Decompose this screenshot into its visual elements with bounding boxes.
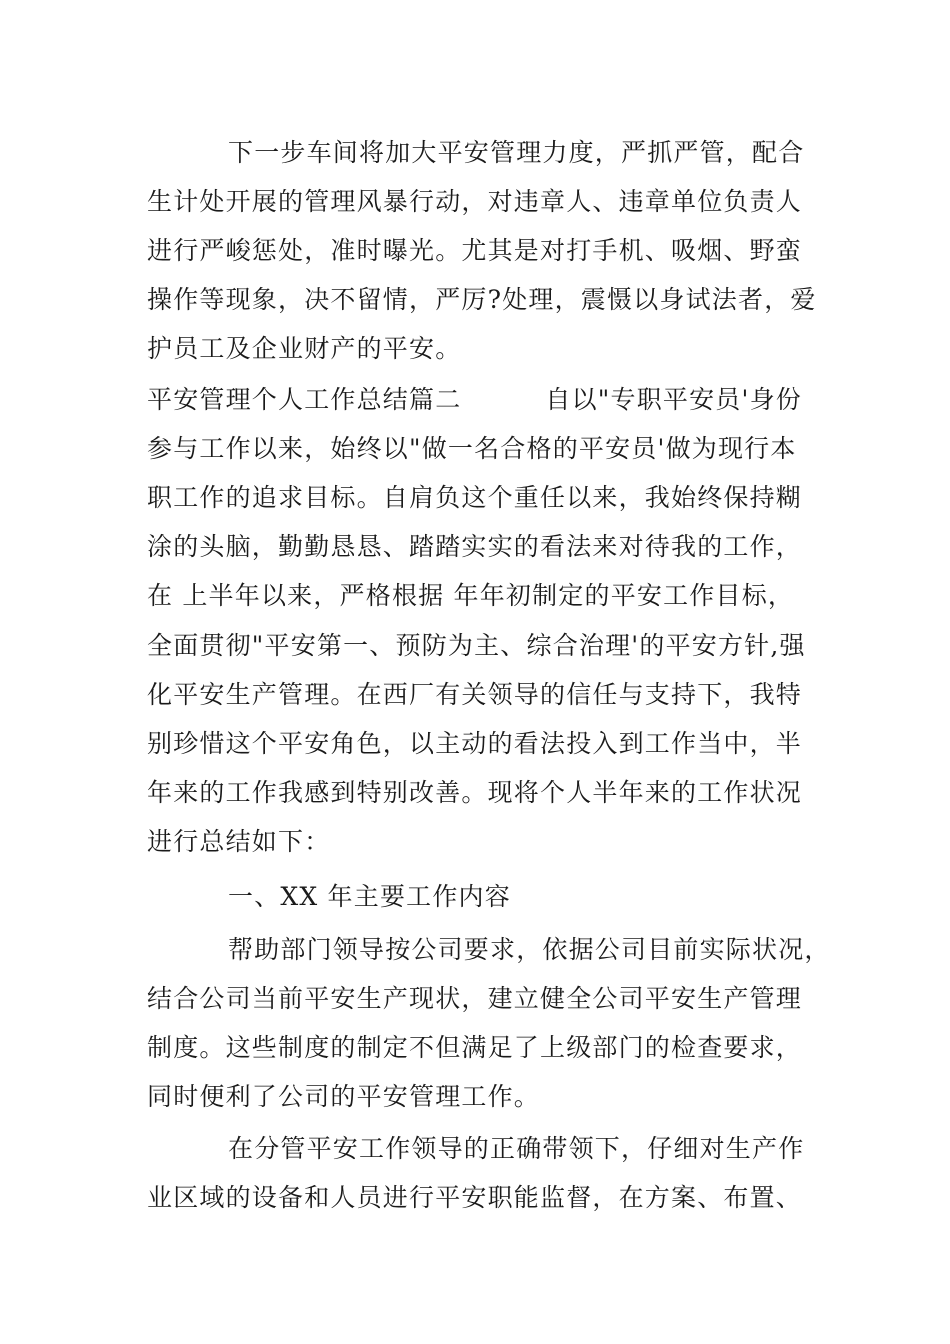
text-line: 操作等现象，决不留情，严厉?处理，震慑以身试法者，爱 [147,285,817,314]
text-line: 业区域的设备和人员进行平安职能监督，在方案、布置、 [147,1183,803,1212]
text-line: 涂的头脑，勤勤恳恳、踏踏实实的看法来对待我的工作， [147,532,803,561]
text-line: 在 上半年以来，严格根据 年年初制定的平安工作目标， [147,581,795,610]
text-line: 进行严峻惩处，准时曝光。尤其是对打手机、吸烟、野蛮 [147,236,803,265]
text-line: 别珍惜这个平安角色，以主动的看法投入到工作当中，半 [147,729,803,758]
text-line: 帮助部门领导按公司要求，依据公司目前实际状况， [228,935,831,964]
section-intro-text: 自以"专职平安员'身份 [545,385,802,414]
text-line: 参与工作以来，始终以"做一名合格的平安员'做为现行本 [147,434,797,463]
text-line: 职工作的追求目标。自肩负这个重任以来，我始终保持糊 [147,483,803,512]
text-line: 化平安生产管理。在西厂有关领导的信任与支持下，我特 [147,680,803,709]
text-line: 进行总结如下： [147,827,331,856]
text-line: 同时便利了公司的平安管理工作。 [147,1082,541,1111]
text-line: 在分管平安工作领导的正确带领下，仔细对生产作 [228,1134,805,1163]
section-heading-line [147,380,802,420]
text-line: 下一步车间将加大平安管理力度，严抓严管，配合 [228,138,805,167]
text-line: 结合公司当前平安生产现状，建立健全公司平安生产管理 [147,984,803,1013]
section-title: 平安管理个人工作总结篇二 [147,385,462,414]
subsection-heading: 一、XX 年主要工作内容 [228,882,511,911]
text-line: 年来的工作我感到特别改善。现将个人半年来的工作状况 [147,778,803,807]
text-line: 护员工及企业财产的平安。 [147,334,462,363]
text-line: 全面贯彻"平安第一、预防为主、综合治理'的平安方针,强 [147,631,806,660]
text-line: 制度。这些制度的制定不但满足了上级部门的检查要求， [147,1033,803,1062]
text-line: 生计处开展的管理风暴行动，对违章人、违章单位负责人 [147,187,803,216]
